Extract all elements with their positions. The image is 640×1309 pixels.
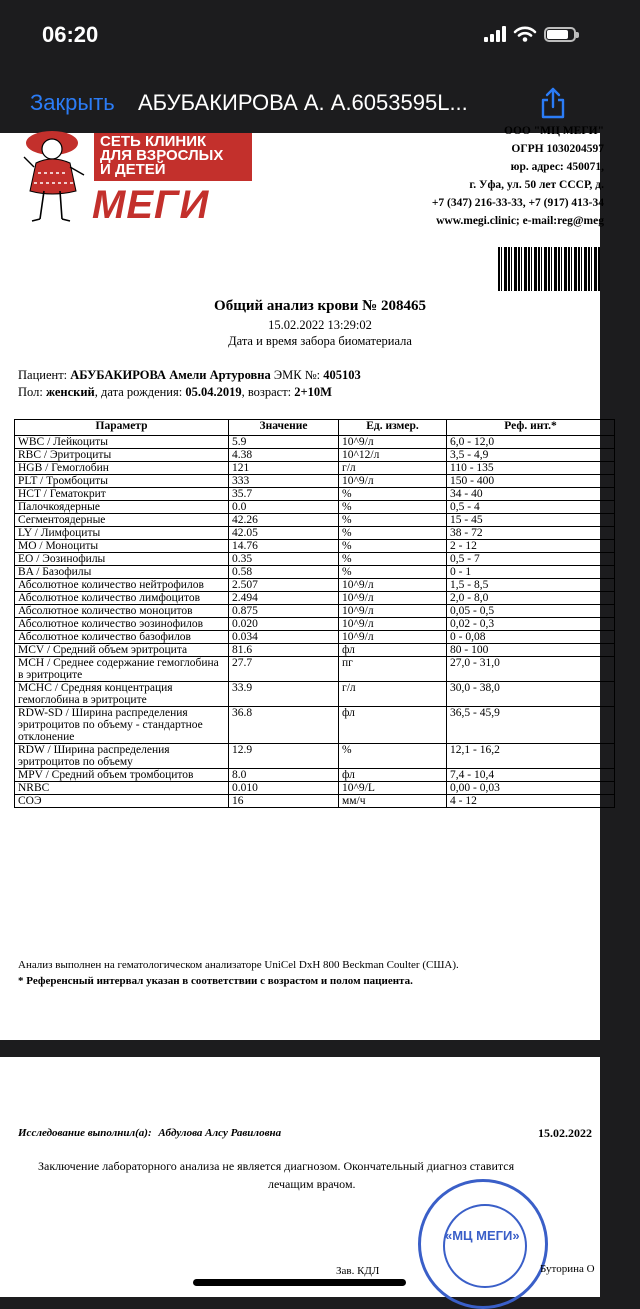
value-cell: 0.020	[229, 618, 339, 631]
patient-info-line	[18, 385, 332, 400]
parameter-cell: WBC / Лейкоциты	[15, 436, 229, 449]
value-cell: 2.494	[229, 592, 339, 605]
clinic-tagline	[94, 133, 252, 181]
status-icons	[484, 26, 576, 42]
table-row	[15, 449, 615, 462]
parameter-cell: RBC / Эритроциты	[15, 449, 229, 462]
unit-cell: 10^9/л	[339, 631, 447, 644]
value-cell: 42.26	[229, 514, 339, 527]
unit-cell: 10^9/л	[339, 618, 447, 631]
reference-cell: 0,02 - 0,3	[447, 618, 615, 631]
value-cell: 36.8	[229, 707, 339, 744]
table-row	[15, 744, 615, 769]
patient-dob: 05.04.2019	[185, 385, 242, 399]
reference-cell: 0,00 - 0,03	[447, 782, 615, 795]
parameter-cell: СОЭ	[15, 795, 229, 808]
parameter-cell: HGB / Гемоглобин	[15, 462, 229, 475]
dob-label: , дата рождения:	[94, 385, 183, 399]
table-row	[15, 566, 615, 579]
value-cell: 0.0	[229, 501, 339, 514]
reference-cell: 7,4 - 10,4	[447, 769, 615, 782]
table-row	[15, 592, 615, 605]
table-row	[15, 782, 615, 795]
tagline-line: СЕТЬ КЛИНИК	[100, 133, 207, 150]
reference-cell: 36,5 - 45,9	[447, 707, 615, 744]
reference-note: * Референсный интервал указан в соответствии с возрастом и полом пациента.	[18, 975, 413, 987]
parameter-cell: Абсолютное количество моноцитов	[15, 605, 229, 618]
parameter-cell: Абсолютное количество базофилов	[15, 631, 229, 644]
org-line: www.megi.clinic; e-mail:reg@meg	[436, 215, 604, 227]
unit-cell: %	[339, 540, 447, 553]
value-cell: 0.35	[229, 553, 339, 566]
unit-cell: %	[339, 501, 447, 514]
unit-cell: г/л	[339, 682, 447, 707]
value-cell: 33.9	[229, 682, 339, 707]
value-cell: 14.76	[229, 540, 339, 553]
status-time: 06:20	[42, 22, 99, 47]
disclaimer-line: лечащим врачом.	[268, 1177, 356, 1191]
battery-icon	[544, 27, 576, 42]
parameter-cell: PLT / Тромбоциты	[15, 475, 229, 488]
document-title: АБУБАКИРОВА А. А.6053595L...	[138, 90, 468, 115]
reference-cell: 4 - 12	[447, 795, 615, 808]
value-cell: 2.507	[229, 579, 339, 592]
unit-cell: 10^9/л	[339, 475, 447, 488]
stamp-inner-ring	[443, 1204, 527, 1288]
navigation-bar	[0, 86, 600, 122]
stamp-text: «МЦ МЕГИ»	[445, 1228, 520, 1243]
org-line: +7 (347) 216-33-33, +7 (917) 413-34	[431, 197, 604, 209]
table-row	[15, 644, 615, 657]
org-line: ООО "МЦ МЕГИ"	[504, 125, 604, 137]
table-row	[15, 436, 615, 449]
parameter-cell: Палочкоядерные	[15, 501, 229, 514]
value-cell: 4.38	[229, 449, 339, 462]
cellular-signal-icon	[484, 26, 506, 42]
parameter-cell: MCV / Средний объем эритроцита	[15, 644, 229, 657]
table-row	[15, 769, 615, 782]
column-header: Ед. измер.	[339, 420, 447, 436]
top-bar	[0, 0, 600, 133]
unit-cell: 10^9/л	[339, 436, 447, 449]
table-row	[15, 605, 615, 618]
patient-label: Пациент:	[18, 368, 68, 382]
unit-cell: г/л	[339, 462, 447, 475]
value-cell: 16	[229, 795, 339, 808]
reference-cell: 12,1 - 16,2	[447, 744, 615, 769]
sex-label: Пол:	[18, 385, 43, 399]
parameter-cell: LY / Лимфоциты	[15, 527, 229, 540]
unit-cell: мм/ч	[339, 795, 447, 808]
tagline-line: ДЛЯ ВЗРОСЛЫХ	[100, 147, 224, 164]
unit-cell: пг	[339, 657, 447, 682]
head-label: Зав. КДЛ	[336, 1265, 380, 1277]
unit-cell: %	[339, 527, 447, 540]
reference-cell: 80 - 100	[447, 644, 615, 657]
value-cell: 121	[229, 462, 339, 475]
reference-cell: 0,05 - 0,5	[447, 605, 615, 618]
parameter-cell: Сегментоядерные	[15, 514, 229, 527]
reference-cell: 30,0 - 38,0	[447, 682, 615, 707]
parameter-cell: RDW / Ширина распределения эритроцитов по объему	[15, 744, 229, 769]
parameter-cell: MCHC / Средняя концентрация гемоглобина в эритроците	[15, 682, 229, 707]
report-title: Общий анализ крови № 208465	[214, 298, 426, 314]
unit-cell: %	[339, 744, 447, 769]
column-header: Параметр	[15, 420, 229, 436]
value-cell: 42.05	[229, 527, 339, 540]
table-row	[15, 488, 615, 501]
sample-datetime-caption: Дата и время забора биоматериала	[228, 334, 412, 348]
unit-cell: фл	[339, 769, 447, 782]
reference-cell: 38 - 72	[447, 527, 615, 540]
column-header: Реф. инт.*	[447, 420, 615, 436]
emk-label: ЭМК №:	[273, 368, 321, 382]
clinic-stamp	[418, 1179, 548, 1309]
table-header-row	[15, 420, 615, 436]
unit-cell: %	[339, 566, 447, 579]
reference-cell: 0,5 - 4	[447, 501, 615, 514]
patient-line	[18, 368, 361, 383]
close-button[interactable]: Закрыть	[30, 90, 115, 115]
reference-cell: 6,0 - 12,0	[447, 436, 615, 449]
analyzer-note: Анализ выполнен на гематологическом анализаторе UniCel DxH 800 Beckman Coulter (США).	[18, 959, 459, 971]
unit-cell: %	[339, 553, 447, 566]
emk-number: 405103	[323, 368, 361, 382]
value-cell: 12.9	[229, 744, 339, 769]
table-row	[15, 514, 615, 527]
reference-cell: 0,5 - 7	[447, 553, 615, 566]
table-row	[15, 501, 615, 514]
parameter-cell: Абсолютное количество лимфоцитов	[15, 592, 229, 605]
table-row	[15, 579, 615, 592]
reference-cell: 0 - 1	[447, 566, 615, 579]
unit-cell: фл	[339, 644, 447, 657]
parameter-cell: Абсолютное количество нейтрофилов	[15, 579, 229, 592]
value-cell: 0.010	[229, 782, 339, 795]
table-row	[15, 553, 615, 566]
table-row	[15, 707, 615, 744]
value-cell: 0.58	[229, 566, 339, 579]
value-cell: 5.9	[229, 436, 339, 449]
table-row	[15, 682, 615, 707]
unit-cell: %	[339, 488, 447, 501]
clinic-requisites	[431, 125, 604, 230]
parameter-cell: HCT / Гематокрит	[15, 488, 229, 501]
unit-cell: 10^12/л	[339, 449, 447, 462]
patient-name: АБУБАКИРОВА Амели Артуровна	[70, 368, 271, 382]
age-label: , возраст:	[241, 385, 292, 399]
parameter-cell: RDW-SD / Ширина распределения эритроцитов по объему - стандартное отклонение	[15, 707, 229, 744]
clinic-mascot-icon	[20, 133, 96, 225]
results-table	[14, 419, 615, 808]
parameter-cell: NRBC	[15, 782, 229, 795]
page-separator	[0, 1040, 600, 1057]
patient-sex: женский	[45, 385, 95, 399]
head-name: Буторина О	[540, 1263, 595, 1275]
value-cell: 8.0	[229, 769, 339, 782]
reference-cell: 0 - 0,08	[447, 631, 615, 644]
unit-cell: 10^9/л	[339, 579, 447, 592]
unit-cell: 10^9/L	[339, 782, 447, 795]
table-row	[15, 462, 615, 475]
unit-cell: %	[339, 514, 447, 527]
reference-cell: 2,0 - 8,0	[447, 592, 615, 605]
unit-cell: 10^9/л	[339, 605, 447, 618]
reference-cell: 3,5 - 4,9	[447, 449, 615, 462]
sample-datetime: 15.02.2022 13:29:02	[268, 318, 372, 332]
share-icon[interactable]	[536, 86, 570, 120]
results-body	[15, 436, 615, 808]
table-row	[15, 618, 615, 631]
value-cell: 0.875	[229, 605, 339, 618]
tagline-line: И ДЕТЕЙ	[100, 161, 166, 178]
reference-cell: 150 - 400	[447, 475, 615, 488]
value-cell: 35.7	[229, 488, 339, 501]
value-cell: 0.034	[229, 631, 339, 644]
parameter-cell: EO / Эозинофилы	[15, 553, 229, 566]
column-header: Значение	[229, 420, 339, 436]
home-indicator[interactable]	[193, 1279, 406, 1286]
performed-label: Исследование выполнил(а):	[18, 1127, 152, 1139]
table-row	[15, 795, 615, 808]
footer-date: 15.02.2022	[538, 1126, 592, 1140]
unit-cell: фл	[339, 707, 447, 744]
performed-by-line	[18, 1127, 281, 1139]
unit-cell: 10^9/л	[339, 592, 447, 605]
parameter-cell: MPV / Средний объем тромбоцитов	[15, 769, 229, 782]
table-row	[15, 657, 615, 682]
reference-cell: 34 - 40	[447, 488, 615, 501]
value-cell: 333	[229, 475, 339, 488]
wifi-icon	[514, 26, 536, 42]
parameter-cell: Абсолютное количество эозинофилов	[15, 618, 229, 631]
org-line: ОГРН 1030204597	[511, 143, 604, 155]
reference-cell: 27,0 - 31,0	[447, 657, 615, 682]
parameter-cell: MO / Моноциты	[15, 540, 229, 553]
reference-cell: 15 - 45	[447, 514, 615, 527]
parameter-cell: MCH / Среднее содержание гемоглобина в эритроците	[15, 657, 229, 682]
document-page-2	[0, 1057, 600, 1297]
value-cell: 27.7	[229, 657, 339, 682]
table-row	[15, 631, 615, 644]
table-row	[15, 475, 615, 488]
disclaimer-line: Заключение лабораторного анализа не является диагнозом. Окончательный диагноз ставится	[38, 1159, 515, 1173]
document-page	[0, 125, 604, 1040]
patient-age: 2+10М	[294, 385, 332, 399]
org-line: юр. адрес: 450071,	[510, 161, 604, 173]
reference-cell: 2 - 12	[447, 540, 615, 553]
org-line: г. Уфа, ул. 50 лет СССР, д.	[469, 179, 604, 191]
barcode	[498, 247, 600, 291]
table-row	[15, 540, 615, 553]
reference-cell: 110 - 135	[447, 462, 615, 475]
parameter-cell: BA / Базофилы	[15, 566, 229, 579]
table-row	[15, 527, 615, 540]
reference-cell: 1,5 - 8,5	[447, 579, 615, 592]
clinic-logo: МЕГИ	[92, 183, 210, 227]
value-cell: 81.6	[229, 644, 339, 657]
performed-by: Абдулова Алсу Равиловна	[158, 1127, 282, 1139]
